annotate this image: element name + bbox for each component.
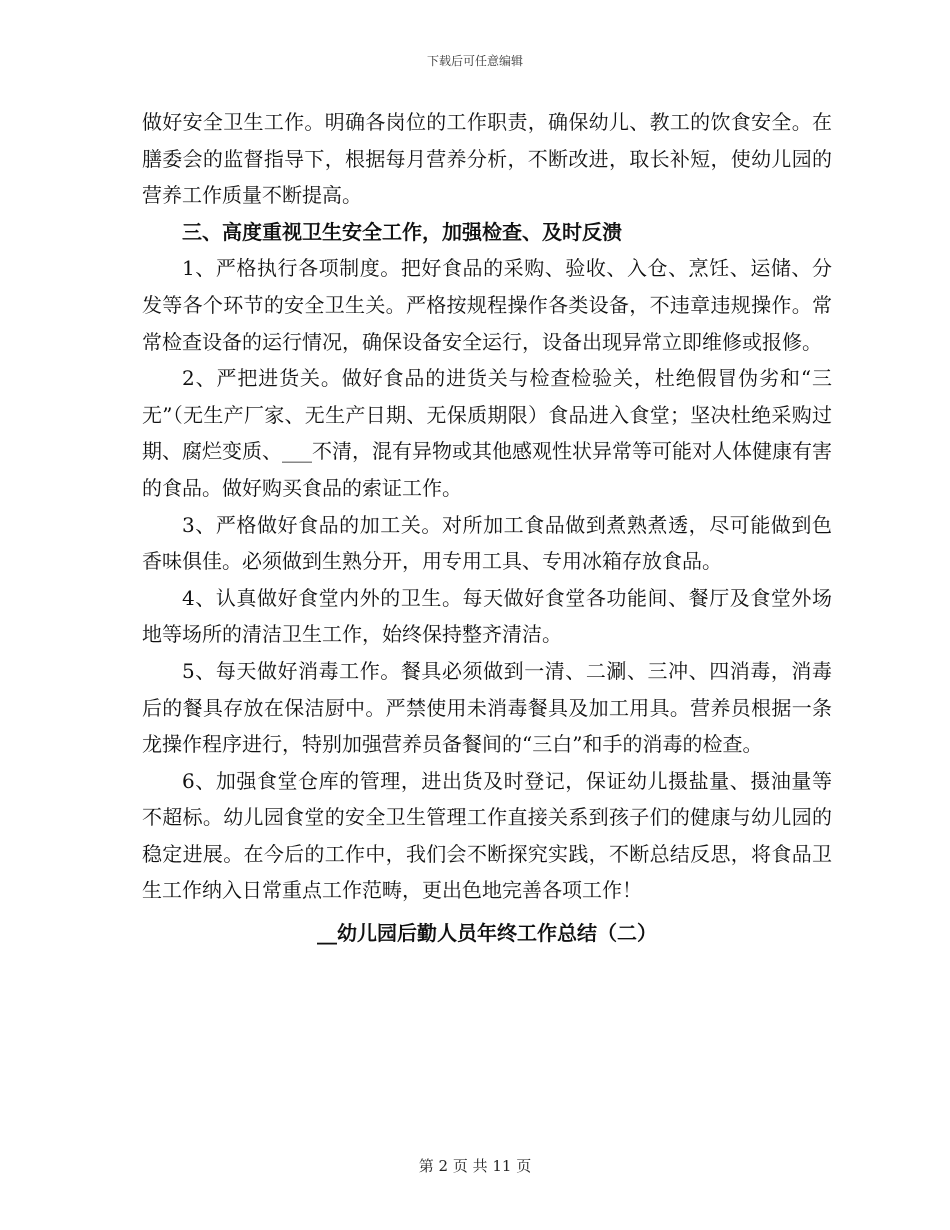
paragraph-item-3: 3、严格做好食品的加工关。对所加工食品做到煮熟煮透，尽可能做到色香味俱佳。必须做到生熟分开，用专用工具、专用冰箱存放食品。 <box>142 512 832 574</box>
paragraph-item-4: 4、认真做好食堂内外的卫生。每天做好食堂各功能间、餐厅及食堂外场地等场所的清洁卫生工作，始终保持整齐清洁。 <box>142 585 832 647</box>
paragraph-item-6: 6、加强食堂仓库的管理，进出货及时登记，保证幼儿摄盐量、摄油量等不超标。幼儿园食堂的安全卫生管理工作直接关系到孩子们的健康与幼儿园的稳定进展。在今后的工作中，我们会不断探究实践，不断总结反思，将食品卫生工作纳入日常重点工作范畴，更出色地完善各项工作！ <box>142 768 832 903</box>
paragraph-item-1: 1、严格执行各项制度。把好食品的采购、验收、入仓、烹饪、运储、分发等各个环节的安全卫生关。严格按规程操作各类设备，不违章违规操作。常常检查设备的运行情况，确保设备安全运行，设备出现异常立即维修或报修。 <box>142 256 832 354</box>
paragraph-continued: 做好安全卫生工作。明确各岗位的工作职责，确保幼儿、教工的饮食安全。在膳委会的监督指导下，根据每月营养分析，不断改进，取长补短，使幼儿园的营养工作质量不断提高。 <box>142 110 832 208</box>
paragraph-item-5: 5、每天做好消毒工作。餐具必须做到一清、二涮、三冲、四消毒，消毒后的餐具存放在保洁厨中。严禁使用未消毒餐具及加工用具。营养员根据一条龙操作程序进行，特别加强营养员备餐间的“三白”和手的消毒的检查。 <box>142 658 832 757</box>
next-section-title: __幼儿园后勤人员年终工作总结（二） <box>317 921 657 946</box>
paragraph-item-2: 2、严把进货关。做好食品的进货关与检查检验关，杜绝假冒伪劣和“三无”（无生产厂家、无生产日期、无保质期限）食品进入食堂；坚决杜绝采购过期、腐烂变质、___不清，混有异物或其他感观性状异常等可能对人体健康有害的食品。做好购买食品的索证工作。 <box>142 366 832 500</box>
page-number-footer: 第 2 页 共 11 页 <box>418 1157 532 1175</box>
page-header: 下载后可任意编辑 <box>426 54 523 68</box>
document-body <box>142 104 832 952</box>
section-heading: 三、高度重视卫生安全工作，加强检查、及时反溃 <box>182 219 622 244</box>
